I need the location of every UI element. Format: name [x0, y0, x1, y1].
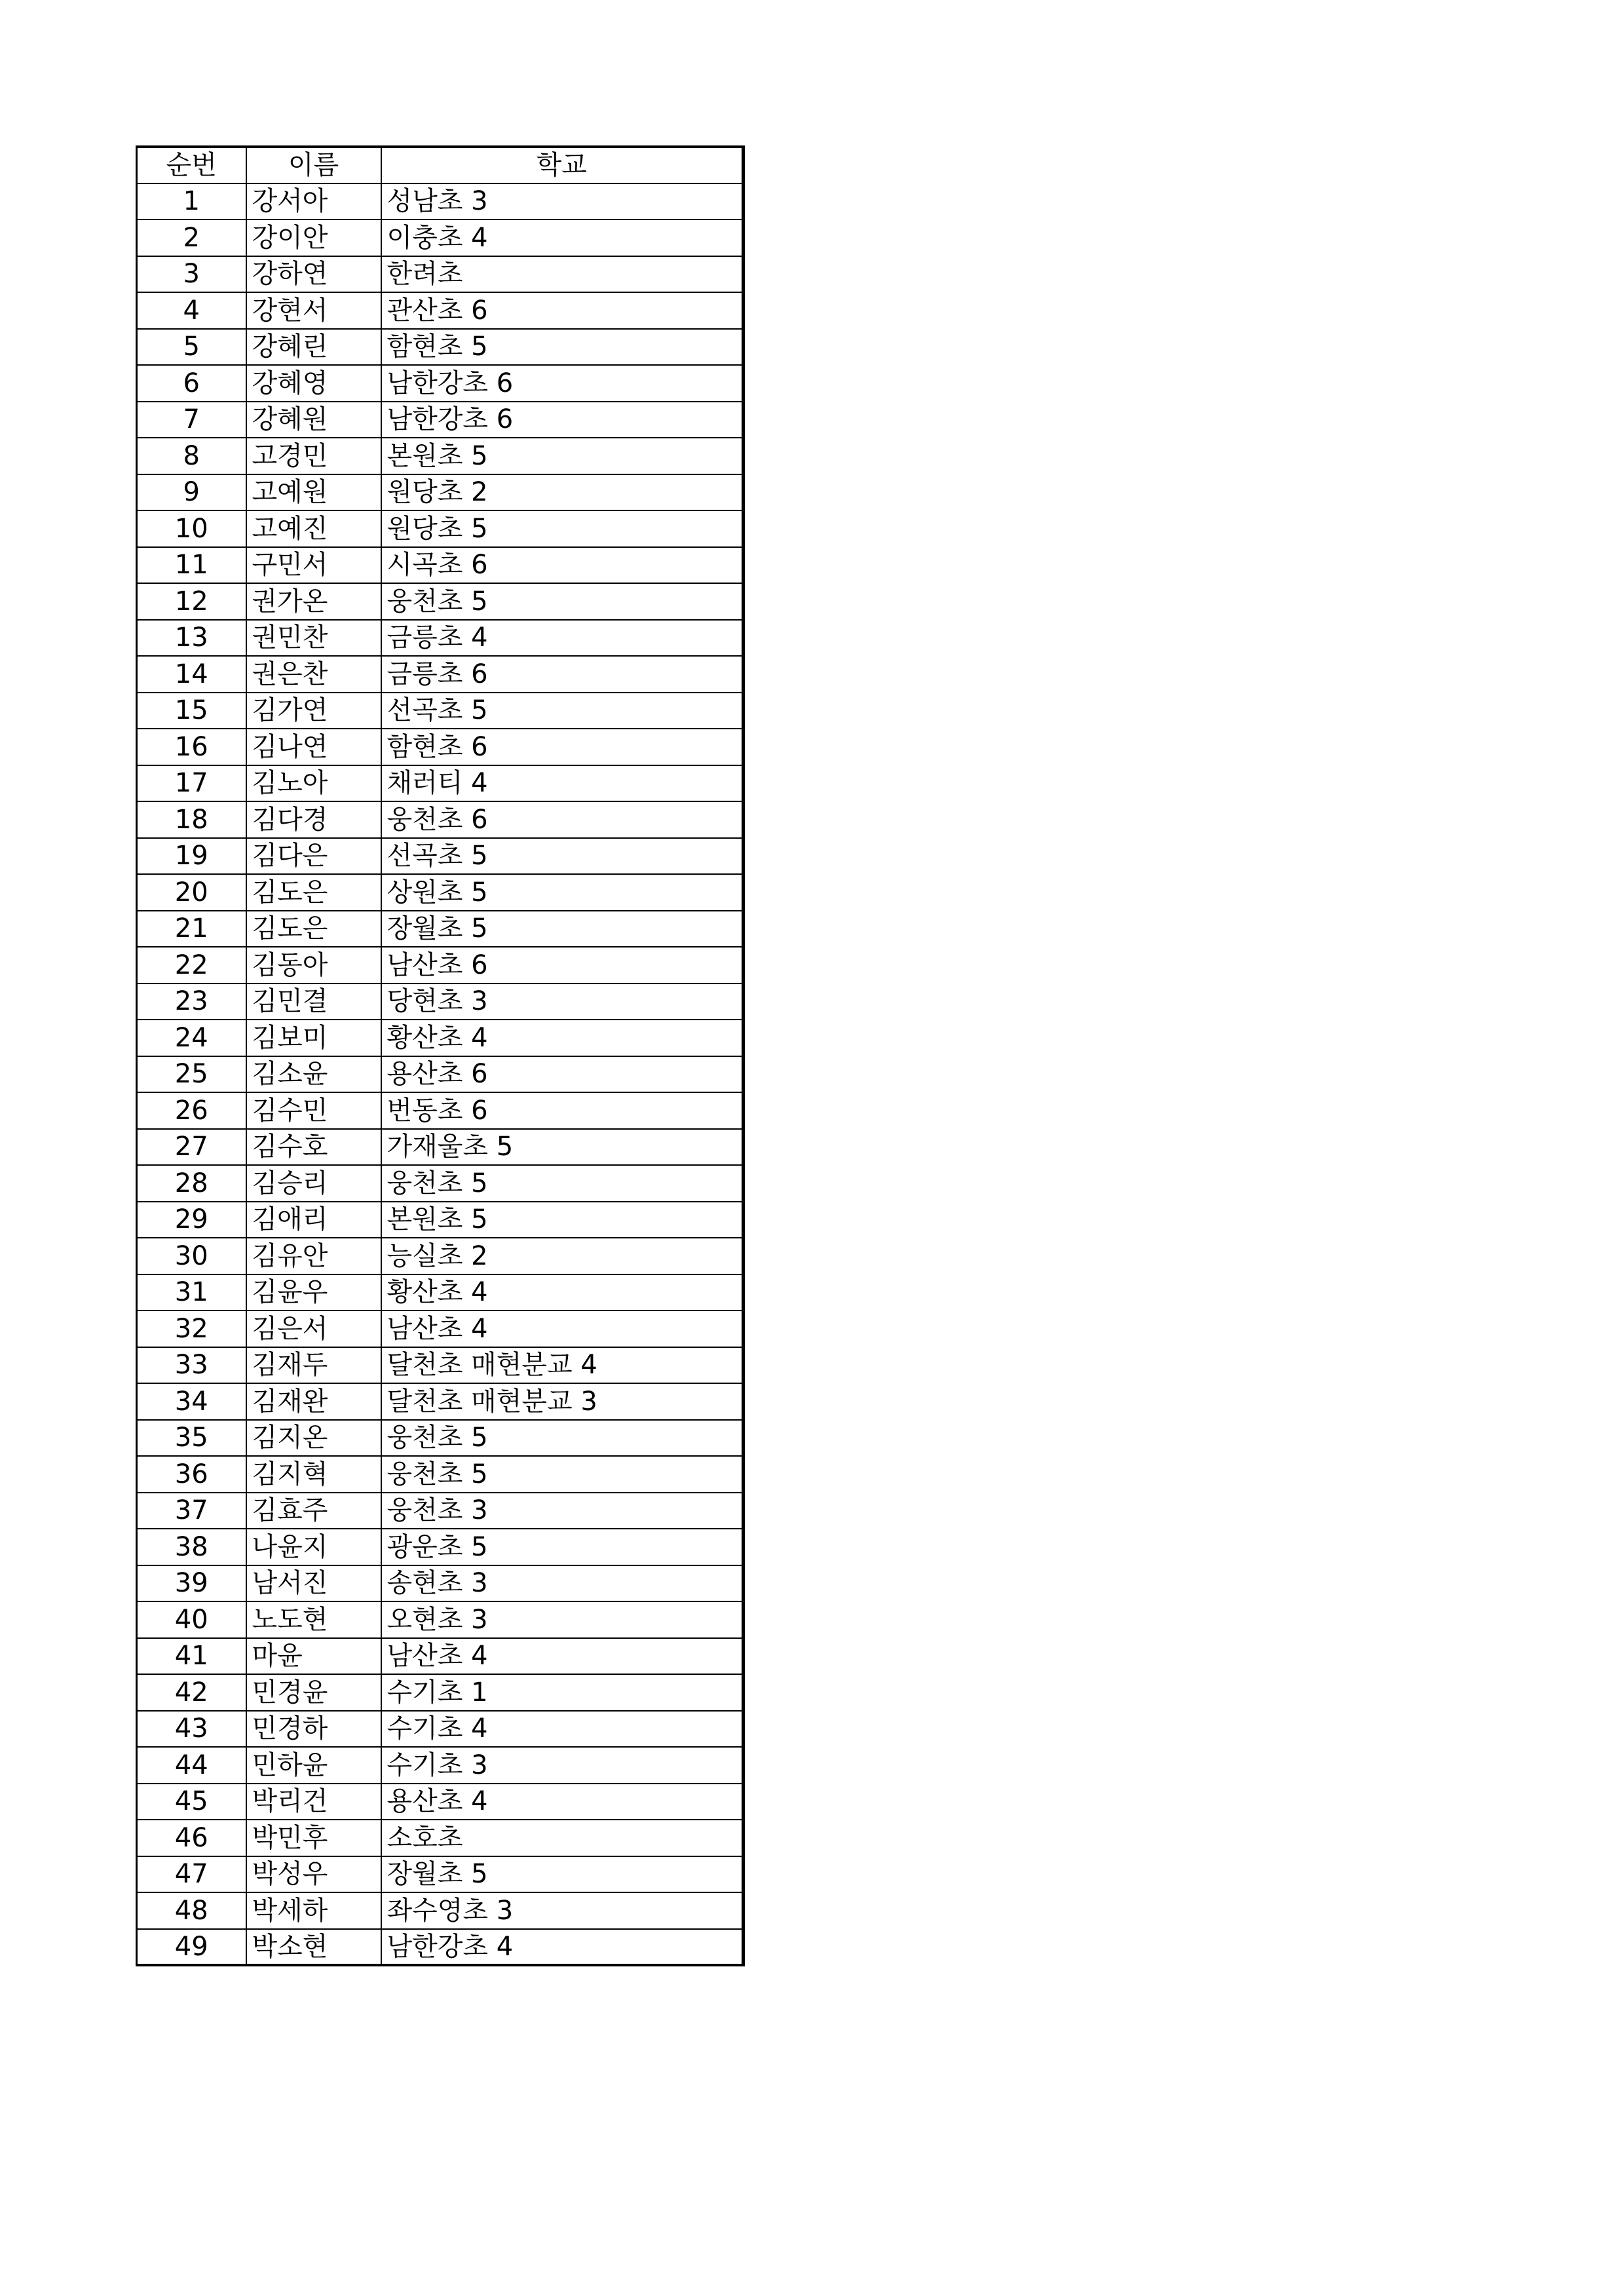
table-row [137, 620, 744, 657]
table-row [137, 1820, 744, 1856]
row-school-cell: 남산초 6 [381, 947, 744, 984]
table-row [137, 474, 744, 511]
row-number-cell: 12 [137, 583, 246, 620]
table-row [137, 1129, 744, 1166]
row-school-cell: 남산초 4 [381, 1311, 744, 1347]
row-number-cell: 22 [137, 947, 246, 984]
row-name-cell: 김애리 [246, 1202, 381, 1238]
row-school-cell: 성남초 3 [381, 183, 744, 220]
row-school-cell: 상원초 5 [381, 874, 744, 911]
header-school: 학교 [381, 147, 744, 183]
table-row [137, 1056, 744, 1093]
row-school-cell: 채러티 4 [381, 765, 744, 802]
row-name-cell: 김지혁 [246, 1456, 381, 1493]
row-number-cell: 28 [137, 1165, 246, 1202]
row-name-cell: 강혜원 [246, 402, 381, 438]
row-name-cell: 강이안 [246, 220, 381, 256]
table-row [137, 838, 744, 875]
table-row [137, 256, 744, 293]
row-school-cell: 웅천초 6 [381, 801, 744, 838]
table-row [137, 1274, 744, 1311]
table-row [137, 510, 744, 547]
row-school-cell: 본원초 5 [381, 438, 744, 474]
row-name-cell: 박세하 [246, 1892, 381, 1929]
row-number-cell: 18 [137, 801, 246, 838]
table-row [137, 1420, 744, 1457]
table-row [137, 1020, 744, 1056]
row-school-cell: 오현초 3 [381, 1601, 744, 1638]
row-name-cell: 김수민 [246, 1092, 381, 1129]
row-name-cell: 김다은 [246, 838, 381, 875]
row-name-cell: 민하윤 [246, 1747, 381, 1784]
row-number-cell: 8 [137, 438, 246, 474]
row-number-cell: 31 [137, 1274, 246, 1311]
row-school-cell: 한려초 [381, 256, 744, 293]
row-number-cell: 13 [137, 620, 246, 657]
row-number-cell: 29 [137, 1202, 246, 1238]
row-name-cell: 강하연 [246, 256, 381, 293]
row-name-cell: 마윤 [246, 1638, 381, 1675]
table-row [137, 1601, 744, 1638]
header-row [137, 147, 744, 183]
row-number-cell: 45 [137, 1784, 246, 1820]
table-row [137, 220, 744, 256]
row-name-cell: 김민결 [246, 984, 381, 1020]
table-row [137, 1638, 744, 1675]
row-name-cell: 김다경 [246, 801, 381, 838]
table-row [137, 292, 744, 329]
row-number-cell: 15 [137, 693, 246, 729]
row-number-cell: 30 [137, 1238, 246, 1274]
row-school-cell: 남한강초 4 [381, 1929, 744, 1966]
row-school-cell: 남한강초 6 [381, 365, 744, 402]
table-row [137, 1202, 744, 1238]
row-school-cell: 달천초 매현분교 4 [381, 1347, 744, 1384]
row-number-cell: 6 [137, 365, 246, 402]
row-number-cell: 10 [137, 510, 246, 547]
row-school-cell: 원당초 5 [381, 510, 744, 547]
row-number-cell: 32 [137, 1311, 246, 1347]
row-number-cell: 48 [137, 1892, 246, 1929]
row-number-cell: 35 [137, 1420, 246, 1457]
table-row [137, 801, 744, 838]
table-row [137, 911, 744, 947]
row-name-cell: 김윤우 [246, 1274, 381, 1311]
row-number-cell: 19 [137, 838, 246, 875]
row-name-cell: 민경하 [246, 1711, 381, 1748]
table-row [137, 1493, 744, 1529]
row-school-cell: 함현초 5 [381, 329, 744, 366]
row-name-cell: 강혜린 [246, 329, 381, 366]
row-number-cell: 16 [137, 729, 246, 765]
row-number-cell: 46 [137, 1820, 246, 1856]
row-number-cell: 1 [137, 183, 246, 220]
row-name-cell: 김소윤 [246, 1056, 381, 1093]
table-row [137, 656, 744, 693]
row-number-cell: 7 [137, 402, 246, 438]
table-row [137, 583, 744, 620]
row-school-cell: 가재울초 5 [381, 1129, 744, 1166]
row-school-cell: 수기초 1 [381, 1674, 744, 1711]
row-number-cell: 27 [137, 1129, 246, 1166]
table-row [137, 1747, 744, 1784]
row-name-cell: 김도은 [246, 874, 381, 911]
row-school-cell: 수기초 4 [381, 1711, 744, 1748]
table-row [137, 1311, 744, 1347]
row-name-cell: 김재두 [246, 1347, 381, 1384]
row-school-cell: 소호초 [381, 1820, 744, 1856]
row-number-cell: 49 [137, 1929, 246, 1966]
table-row [137, 1383, 744, 1420]
table-row [137, 329, 744, 366]
table-row [137, 1711, 744, 1748]
table-row [137, 1784, 744, 1820]
row-school-cell: 남산초 4 [381, 1638, 744, 1675]
table-row [137, 438, 744, 474]
row-school-cell: 원당초 2 [381, 474, 744, 511]
row-name-cell: 김유안 [246, 1238, 381, 1274]
row-number-cell: 3 [137, 256, 246, 293]
row-school-cell: 선곡초 5 [381, 693, 744, 729]
row-school-cell: 금릉초 4 [381, 620, 744, 657]
row-number-cell: 25 [137, 1056, 246, 1093]
row-school-cell: 금릉초 6 [381, 656, 744, 693]
row-name-cell: 민경윤 [246, 1674, 381, 1711]
row-name-cell: 남서진 [246, 1565, 381, 1602]
row-name-cell: 강혜영 [246, 365, 381, 402]
row-number-cell: 37 [137, 1493, 246, 1529]
table-row [137, 1347, 744, 1384]
table-row [137, 1238, 744, 1274]
row-school-cell: 당현초 3 [381, 984, 744, 1020]
row-name-cell: 김동아 [246, 947, 381, 984]
row-school-cell: 용산초 6 [381, 1056, 744, 1093]
table-row [137, 1565, 744, 1602]
row-school-cell: 능실초 2 [381, 1238, 744, 1274]
table-row [137, 729, 744, 765]
row-school-cell: 함현초 6 [381, 729, 744, 765]
row-name-cell: 고경민 [246, 438, 381, 474]
row-name-cell: 노도현 [246, 1601, 381, 1638]
row-number-cell: 23 [137, 984, 246, 1020]
row-number-cell: 34 [137, 1383, 246, 1420]
row-number-cell: 42 [137, 1674, 246, 1711]
row-school-cell: 웅천초 3 [381, 1493, 744, 1529]
row-name-cell: 김은서 [246, 1311, 381, 1347]
row-school-cell: 웅천초 5 [381, 1165, 744, 1202]
row-school-cell: 번동초 6 [381, 1092, 744, 1129]
row-school-cell: 관산초 6 [381, 292, 744, 329]
table-row [137, 365, 744, 402]
row-number-cell: 11 [137, 547, 246, 584]
row-name-cell: 김승리 [246, 1165, 381, 1202]
row-number-cell: 17 [137, 765, 246, 802]
table-row [137, 402, 744, 438]
row-name-cell: 김나연 [246, 729, 381, 765]
table-row [137, 765, 744, 802]
table-row [137, 1456, 744, 1493]
row-school-cell: 황산초 4 [381, 1020, 744, 1056]
row-number-cell: 9 [137, 474, 246, 511]
row-school-cell: 좌수영초 3 [381, 1892, 744, 1929]
row-number-cell: 5 [137, 329, 246, 366]
table-row [137, 1092, 744, 1129]
table-row [137, 1856, 744, 1893]
roster-table [136, 145, 745, 1966]
row-school-cell: 이충초 4 [381, 220, 744, 256]
row-name-cell: 박리건 [246, 1784, 381, 1820]
table-row [137, 1674, 744, 1711]
row-name-cell: 나윤지 [246, 1529, 381, 1565]
row-name-cell: 구민서 [246, 547, 381, 584]
row-name-cell: 박성우 [246, 1856, 381, 1893]
row-name-cell: 강서아 [246, 183, 381, 220]
row-name-cell: 권민찬 [246, 620, 381, 657]
row-school-cell: 웅천초 5 [381, 1456, 744, 1493]
row-number-cell: 41 [137, 1638, 246, 1675]
row-number-cell: 21 [137, 911, 246, 947]
table-row [137, 947, 744, 984]
row-name-cell: 김수호 [246, 1129, 381, 1166]
row-number-cell: 44 [137, 1747, 246, 1784]
row-school-cell: 장월초 5 [381, 911, 744, 947]
row-school-cell: 본원초 5 [381, 1202, 744, 1238]
row-school-cell: 수기초 3 [381, 1747, 744, 1784]
row-school-cell: 장월초 5 [381, 1856, 744, 1893]
row-school-cell: 웅천초 5 [381, 583, 744, 620]
row-number-cell: 4 [137, 292, 246, 329]
row-name-cell: 권은찬 [246, 656, 381, 693]
table-row [137, 1165, 744, 1202]
row-school-cell: 달천초 매현분교 3 [381, 1383, 744, 1420]
row-number-cell: 26 [137, 1092, 246, 1129]
table-row [137, 183, 744, 220]
table-row [137, 874, 744, 911]
roster-body [137, 183, 744, 1966]
row-number-cell: 40 [137, 1601, 246, 1638]
row-number-cell: 39 [137, 1565, 246, 1602]
header-name: 이름 [246, 147, 381, 183]
table-row [137, 984, 744, 1020]
row-school-cell: 용산초 4 [381, 1784, 744, 1820]
row-school-cell: 웅천초 5 [381, 1420, 744, 1457]
table-row [137, 693, 744, 729]
row-number-cell: 33 [137, 1347, 246, 1384]
row-name-cell: 김보미 [246, 1020, 381, 1056]
table-row [137, 1892, 744, 1929]
row-number-cell: 38 [137, 1529, 246, 1565]
row-name-cell: 김재완 [246, 1383, 381, 1420]
row-number-cell: 47 [137, 1856, 246, 1893]
row-number-cell: 20 [137, 874, 246, 911]
row-name-cell: 고예원 [246, 474, 381, 511]
row-name-cell: 박민후 [246, 1820, 381, 1856]
row-name-cell: 박소현 [246, 1929, 381, 1966]
row-name-cell: 김지온 [246, 1420, 381, 1457]
row-name-cell: 김가연 [246, 693, 381, 729]
row-number-cell: 14 [137, 656, 246, 693]
row-name-cell: 김노아 [246, 765, 381, 802]
row-school-cell: 송현초 3 [381, 1565, 744, 1602]
row-name-cell: 권가온 [246, 583, 381, 620]
table-row [137, 547, 744, 584]
row-number-cell: 2 [137, 220, 246, 256]
row-name-cell: 고예진 [246, 510, 381, 547]
row-name-cell: 김도은 [246, 911, 381, 947]
row-school-cell: 시곡초 6 [381, 547, 744, 584]
row-school-cell: 선곡초 5 [381, 838, 744, 875]
row-name-cell: 강현서 [246, 292, 381, 329]
row-number-cell: 36 [137, 1456, 246, 1493]
table-row [137, 1929, 744, 1966]
row-school-cell: 황산초 4 [381, 1274, 744, 1311]
row-school-cell: 광운초 5 [381, 1529, 744, 1565]
row-name-cell: 김효주 [246, 1493, 381, 1529]
header-number: 순번 [137, 147, 246, 183]
table-row [137, 1529, 744, 1565]
row-school-cell: 남한강초 6 [381, 402, 744, 438]
row-number-cell: 24 [137, 1020, 246, 1056]
row-number-cell: 43 [137, 1711, 246, 1748]
